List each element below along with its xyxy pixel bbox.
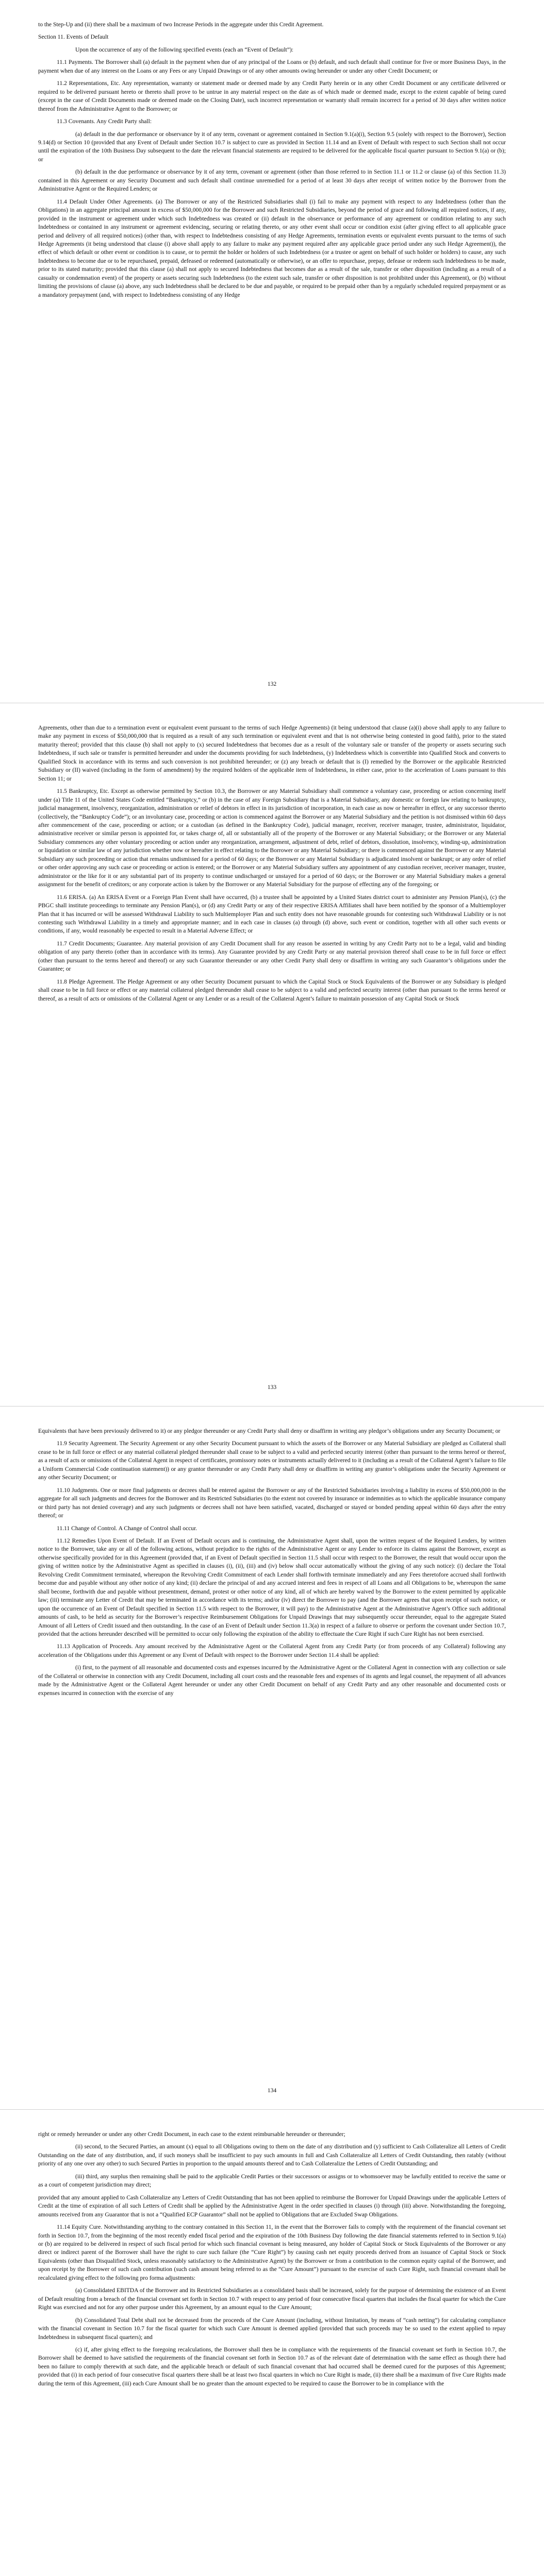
subsection-paragraph: 11.2 Representations, Etc. Any representation, warranty or statement made or deemed made by any Credit Party herein or in any other Credit Document or any certificate delivered or required to be delivered pursuant hereto or thereto shall prove to be untrue in any material respect on the date as of which made or deemed made, except to the extent capable of being cured (except in the case of Credit Documents made or deemed made on the Closing Date), such incorrect representation or warranty shall remain incorrect for a period of 30 days after written notice thereof from the Administrative Agent to the Borrower; or — [38, 80, 506, 112]
subsection-paragraph: 11.9 Security Agreement. The Security Agreement or any other Security Document pursuant to which the assets of the Borrower or any Material Subsidiary are pledged as Collateral shall cease to be in full force or effect or any material collateral pledged thereunder shall cease to be subject to a valid and perfected security interest (other than pursuant to the terms hereof or thereof, as a result of acts or omissions of the Collateral Agent in respect of certificates, promissory notes or instruments actually delivered to it (including as a result of the Collateral Agent’s failure to file a Uniform Commercial Code continuation statement)) or any grantor thereunder or any Credit Party shall deny or disaffirm in writing any grantor’s obligations under the Security Agreement or any other Security Document; or — [38, 1440, 506, 1481]
subsection-paragraph: 11.12 Remedies Upon Event of Default. If an Event of Default occurs and is continuing, the Administrative Agent shall, upon the written request of the Required Lenders, by written notice to the Borrower, take any or all of the following actions, without prejudice to the rights of the Administrative Agent or any Lender to enforce its claims against the Borrower, except as otherwise specifically provided for in this Agreement (provided that, if an Event of Default specified in Section 11.5 shall occur with respect to the Borrower, the result that would occur upon the giving of written notice by the Administrative Agent as specified in clauses (i), (ii), (iii) and (iv) below shall occur automatically without the giving of any such notice): (i) declare the Total Revolving Credit Commitment terminated, whereupon the Revolving Credit Commitment of each Lender shall forthwith terminate immediately and any Fees theretofore accrued shall forthwith become due and payable without any other notice of any kind; (ii) declare the principal of and any accrued interest and fees in respect of all Loans and all Obligations to be, whereupon the same shall become, forthwith due and payable without presentment, demand, protest or other notice of any kind, all of which are hereby waived by the Borrower to the extent permitted by applicable law; (iii) terminate any Letter of Credit that may be terminated in accordance with its terms; and/or (iv) direct the Borrower to pay (and the Borrower agrees that upon receipt of such notice, or upon the occurrence of an Event of Default specified in Section 11.5 with respect to the Borrower, it will pay) to the Administrative Agent at the Administrative Agent’s Office such additional amounts of cash, to be held as security for the Borrower’s respective Reimbursement Obligations for Unpaid Drawings that may subsequently occur thereunder, equal to the aggregate Stated Amount of all Letters of Credit issued and then outstanding. In the case of an Event of Default under Section 11.3(a) in respect of a failure to observe or perform the covenant under Section 10.7, provided that the actions hereunder described will be permitted to occur only following the expiration of the ability to effectuate the Cure Right if such Cure Right has not been exercised. — [38, 1537, 506, 1637]
page-number: 132 — [267, 680, 277, 687]
subsection-paragraph: 11.14 Equity Cure. Notwithstanding anything to the contrary contained in this Section 11, in the event that the Borrower fails to comply with the requirement of the financial covenant set forth in Section 10.7, from the beginning of the most recently ended fiscal period and the expiration of the 10th Business Day following the date financial statements referred to in Section 9.1(a) or (b) are required to be delivered in respect of such fiscal period for which such financial covenant is being measured, any holder of Capital Stock or Stock Equivalents of the Borrower or any direct or indirect parent of the Borrower shall have the right to cure such failure (the “Cure Right”) by causing cash net equity proceeds derived from an issuance of Capital Stock or Stock Equivalents (other than Disqualified Stock, unless reasonably satisfactory to the Administrative Agent) by the Borrower or from a contribution to the common equity capital of the Borrower, and upon receipt by the Borrower of such cash contribution (such cash amount being referred to as the “Cure Amount”) pursuant to the exercise of such Cure Right, such financial covenant shall be recalculated giving effect to the following pro forma adjustments: — [38, 2224, 506, 2281]
document-page — [0, 703, 544, 1406]
document-page — [0, 2110, 544, 2576]
body-paragraph: provided that any amount applied to Cash Collateralize any Letters of Credit Outstanding that has not been applied to reimburse the Borrower for Unpaid Drawings under the applicable Letters of Credit at the time of expiration of all such Letters of Credit shall be applied by the Administrative Agent in the order specified in clauses (i) through (iii) above. Notwithstanding the foregoing, amounts received from any Guarantor that is not a “Qualified ECP Guarantor” shall not be applied to Obligations that are Excluded Swap Obligations. — [38, 2194, 506, 2218]
clause-paragraph: (iii) third, any surplus then remaining shall be paid to the applicable Credit Parties or their successors or assigns or to whomsoever may be lawfully entitled to receive the same or as a court of competent jurisdiction may direct; — [38, 2173, 506, 2189]
body-paragraph: Agreements, other than due to a termination event or equivalent event pursuant to the terms of such Hedge Agreements) (it being understood that clause (a)(i) above shall apply to any failure to make any payment in excess of $50,000,000 that is required as a result of any such termination or equivalent event and that is not otherwise being contested in good faith), prior to the stated maturity thereof; provided that this clause (b) shall not apply to (x) secured Indebtedness that becomes due as a result of the voluntary sale or transfer of the property or assets securing such Indebtedness, if such sale or transfer is permitted hereunder and under the documents providing for such Indebtedness, (y) Indebtedness which is convertible into Qualified Stock and converts to Qualified Stock in accordance with its terms and such conversion is not prohibited hereunder; or (z) any breach or default that is (I) remedied by the Borrower or the applicable Restricted Subsidiary or (II) waived (including in the form of amendment) by the required holders of the applicable item of Indebtedness, in either case, prior to the acceleration of Loans pursuant to this Section 11; or — [38, 724, 506, 782]
subsection-paragraph: 11.3 Covenants. Any Credit Party shall: — [57, 118, 152, 125]
clause-paragraph: (c) if, after giving effect to the foregoing recalculations, the Borrower shall then be in compliance with the requirements of the financial covenant set forth in Section 10.7, the Borrower shall be deemed to have satisfied the requirements of the financial covenant set forth in Section 10.7 as of the relevant date of determination with the same effect as though there had been no failure to comply therewith at such date, and the applicable breach or default of such financial covenant that had occurred shall be deemed cured for the purposes of this Agreement; provided that (i) in each period of four consecutive fiscal quarters there shall be at least two fiscal quarters in which no Cure Right is made, (ii) there shall be a maximum of five Cure Rights made during the term of this Agreement, (iii) each Cure Amount shall be no greater than the amount expected to be required to cause the Borrower to be in compliance with the — [38, 2346, 506, 2387]
subsection-paragraph: 11.8 Pledge Agreement. The Pledge Agreement or any other Security Document pursuant to which the Capital Stock or Stock Equivalents of the Borrower or any Subsidiary is pledged shall cease to be in full force or effect or any material collateral pledged thereunder shall cease to be subject to a valid and perfected security interest (other than pursuant to the terms hereof or thereof, as a result of acts or omissions of the Collateral Agent or any Lender or as a result of the Collateral Agent’s failure to maintain possession of any Capital Stock or Stock — [38, 978, 506, 1002]
section-heading: Section 11. Events of Default — [38, 33, 109, 41]
body-paragraph: Equivalents that have been previously delivered to it) or any pledgor thereunder or any Credit Party shall deny or disaffirm in writing any pledgor’s obligations under any Security Document; or — [38, 1428, 501, 1434]
clause-paragraph: (i) first, to the payment of all reasonable and documented costs and expenses incurred by the Administrative Agent or the Collateral Agent in connection with any collection or sale of the Collateral or otherwise in connection with any Credit Document, including all court costs and the reasonable fees and expenses of its agents and legal counsel, the repayment of all advances made by the Administrative Agent or the Collateral Agent hereunder or under any other Credit Document on behalf of any Credit Party and any other reasonable and documented costs or expenses incurred in connection with the exercise of any — [38, 1664, 506, 1697]
clause-paragraph: (a) Consolidated EBITDA of the Borrower and its Restricted Subsidiaries as a consolidated basis shall be increased, solely for the purpose of determining the existence of an Event of Default resulting from a breach of the financial covenant set forth in Section 10.7 with respect to any period of four consecutive fiscal quarters that includes the fiscal quarter for which the Cure Right was exercised and not for any other purpose under this Agreement, by an amount equal to the Cure Amount; — [38, 2287, 506, 2311]
subsection-paragraph: 11.10 Judgments. One or more final judgments or decrees shall be entered against the Borrower or any of the Restricted Subsidiaries involving a liability in excess of $50,000,000 in the aggregate for all such judgments and decrees for the Borrower and its Restricted Subsidiaries (to the extent not covered by insurance or indemnities as to which the applicable insurance company or third party has not denied coverage) and any such judgments or decrees shall not have been satisfied, vacated, discharged or stayed or bonded pending appeal within 60 days after the entry thereof; or — [38, 1486, 506, 1519]
body-paragraph: right or remedy hereunder or under any other Credit Document, in each case to the extent reimbursable hereunder or thereunder; — [38, 2131, 345, 2138]
subsection-paragraph: 11.6 ERISA. (a) An ERISA Event or a Foreign Plan Event shall have occurred, (b) a trustee shall be appointed by a United States district court to administer any Pension Plan(s), (c) the PBGC shall institute proceedings to terminate any Pension Plan(s), or (d) any Credit Party or any of their respective ERISA Affiliates shall have been notified by the sponsor of a Multiemployer Plan that it has incurred or will be assessed Withdrawal Liability to such Multiemployer Plan and such entity does not have reasonable grounds for contesting such Withdrawal Liability or is not contesting such Withdrawal Liability in a timely and appropriate manner; and in each case in clauses (a) through (d) above, such event or condition, together with all other such events or conditions, if any, would reasonably be expected to result in a Material Adverse Effect; or — [38, 893, 506, 935]
clause-paragraph: (a) default in the due performance or observance by it of any term, covenant or agreement contained in Section 9.1(a)(i), Section 9.5 (solely with respect to the Borrower), Section 9.14(d) or Section 10 (provided that any Event of Default under Section 10.7 is subject to cure as provided in Section 11.14 and an Event of Default with respect to such Section shall not occur until the expiration of the 10th Business Day subsequent to the date the relevant financial statements are required to be delivered for the applicable fiscal quarter pursuant to Section 9.1(a) or (b); or — [38, 130, 506, 163]
subsection-paragraph: 11.11 Change of Control. A Change of Control shall occur. — [57, 1524, 197, 1532]
subsection-paragraph: 11.7 Credit Documents; Guarantee. Any material provision of any Credit Document shall for any reason be asserted in writing by any Credit Party not to be a legal, valid and binding obligation of any party thereto (other than in accordance with its terms). Any Guarantee provided by any Credit Party or any material provision thereof shall cease to be in full force or effect (other than pursuant to the terms hereof and thereof) or any such Guarantor thereunder or any other Credit Party shall deny or disaffirm in writing any such Guarantor’s obligations under the Guarantee; or — [38, 940, 506, 973]
page-number: 134 — [267, 2087, 277, 2094]
clause-paragraph: (b) Consolidated Total Debt shall not be decreased from the proceeds of the Cure Amount (including, without limitation, by means of “cash netting”) for calculating compliance with the financial covenant in Section 10.7 for the fiscal quarter for which such Cure Amount is deemed applied (provided that such proceeds may be so used to the extent applied to repay Indebtedness in subsequent fiscal quarters); and — [38, 2316, 506, 2341]
document-page — [0, 0, 544, 703]
clause-paragraph: (b) default in the due performance or observance by it of any term, covenant or agreement (other than those referred to in Section 11.1 or 11.2 or clause (a) of this Section 11.3) contained in this Agreement or any Security Document and such default shall continue unremedied for a period of at least 30 days after receipt of written notice by the Borrower from the Administrative Agent or the Required Lenders; or — [38, 168, 506, 193]
body-paragraph: to the Step-Up and (ii) there shall be a maximum of two Increase Periods in the aggregate under this Credit Agreement. — [38, 21, 324, 28]
clause-paragraph: (ii) second, to the Secured Parties, an amount (x) equal to all Obligations owing to them on the date of any distribution and (y) sufficient to Cash Collateralize all Letters of Credit Outstanding on the date of any distribution, and, if such moneys shall be insufficient to pay such amounts in full and Cash Collateralize all Letters of Credit Outstanding, then ratably (without priority of any one over any other) to such Secured Parties in proportion to the unpaid amounts thereof and to Cash Collateralize the Letters of Credit Outstanding; and — [38, 2143, 506, 2167]
subsection-paragraph: 11.5 Bankruptcy, Etc. Except as otherwise permitted by Section 10.3, the Borrower or any Material Subsidiary shall commence a voluntary case, proceeding or action concerning itself under (a) Title 11 of the United States Code entitled “Bankruptcy,” or (b) in the case of any Foreign Subsidiary that is a Material Subsidiary, any domestic or foreign law relating to bankruptcy, judicial management, insolvency, reorganization, administration or relief of debtors in effect in its jurisdiction of incorporation, in each case as now or hereafter in effect, or any successor thereto (collectively, the “Bankruptcy Code”); or an involuntary case, proceeding or action is commenced against the Borrower or any Material Subsidiary and the petition is not dismissed within 60 days after commencement of the case, proceeding or action; or a custodian (as defined in the Bankruptcy Code), judicial manager, receiver, receiver manager, trustee, administrator, liquidator, administrative receiver or similar person is appointed for, or takes charge of, all or substantially all of the property of the Borrower or any Material Subsidiary; or the Borrower or any Material Subsidiary commences any other voluntary proceeding or action under any reorganization, arrangement, adjustment of debt, relief of debtors, dissolution, insolvency, winding-up, administration or liquidation or similar law of any jurisdiction whether now or hereafter in effect relating to the Borrower or any Material Subsidiary; or there is commenced against the Borrower or any Material Subsidiary any such proceeding or action that remains undismissed for a period of 60 days; or the Borrower or any Material Subsidiary is adjudicated insolvent or bankrupt; or any order of relief or other order approving any such case or proceeding or action is entered; or the Borrower or any Material Subsidiary suffers any appointment of any custodian receiver, receiver manager, trustee, administrator or the like for it or any substantial part of its property to continue undischarged or unstayed for a period of 60 days; or the Borrower or any Material Subsidiary makes a general assignment for the benefit of creditors; or any corporate action is taken by the Borrower or any Material Subsidiary for the purpose of effecting any of the foregoing; or — [38, 788, 506, 888]
body-paragraph: Upon the occurrence of any of the following specified events (each an “Event of Default”): — [75, 46, 293, 53]
subsection-paragraph: 11.4 Default Under Other Agreements. (a) The Borrower or any of the Restricted Subsidiaries shall (i) fail to make any payment with respect to any Indebtedness (other than the Obligations) in an aggregate principal amount in excess of $50,000,000 for the Borrower and such Restricted Subsidiaries, beyond the period of grace and following all required notices, if any, provided in the instrument or agreement under which such Indebtedness was created or (ii) default in the observance or performance of any agreement or condition relating to any such Indebtedness or contained in any instrument or agreement evidencing, securing or relating thereto, or any other event shall occur or condition exist (after giving effect to all applicable grace period and delivery of all required notices) (other than, with respect to Indebtedness consisting of any Hedge Agreements, termination events or equivalent events pursuant to the terms of such Hedge Agreements (it being understood that clause (i) above shall apply to any failure to make any payment required after any applicable grace period under any such Hedge Agreement)), the effect of which default or other event or condition is to cause, or to permit the holder or holders of such Indebtedness (or a trustee or agent on behalf of such holder or holders) to cause, any such Indebtedness to become due or to be repurchased, prepaid, defeased or redeemed (automatically or otherwise), or an offer to repurchase, prepay, defease or redeem such Indebtedness to be made, prior to its stated maturity; provided that this clause (a) shall not apply to secured Indebtedness that becomes due as a result of the sale, transfer or other disposition (including as a result of a casualty or condemnation event) of the property or assets securing such Indebtedness (to the extent such sale, transfer or other disposition is not prohibited under this Agreement), or (b) without limiting the provisions of clause (a) above, any such Indebtedness shall be declared to be due and payable, or required to be prepaid other than by a regularly scheduled required prepayment or as a mandatory prepayment (and, with respect to Indebtedness consisting of any Hedge — [38, 198, 506, 298]
document-page — [0, 1406, 544, 2110]
subsection-paragraph: 11.13 Application of Proceeds. Any amount received by the Administrative Agent or the Collateral Agent from any Credit Party (or from proceeds of any Collateral) following any acceleration of the Obligations under this Agreement or any Event of Default with respect to the Borrower under Section 11.4 shall be applied: — [38, 1643, 506, 1658]
subsection-paragraph: 11.1 Payments. The Borrower shall (a) default in the payment when due of any principal of the Loans or (b) default, and such default shall continue for five or more Business Days, in the payment when due of any interest on the Loans or any Fees or any Unpaid Drawings or of any other amounts owing hereunder or under any other Credit Document; or — [38, 59, 506, 74]
page-number: 133 — [267, 1383, 277, 1391]
